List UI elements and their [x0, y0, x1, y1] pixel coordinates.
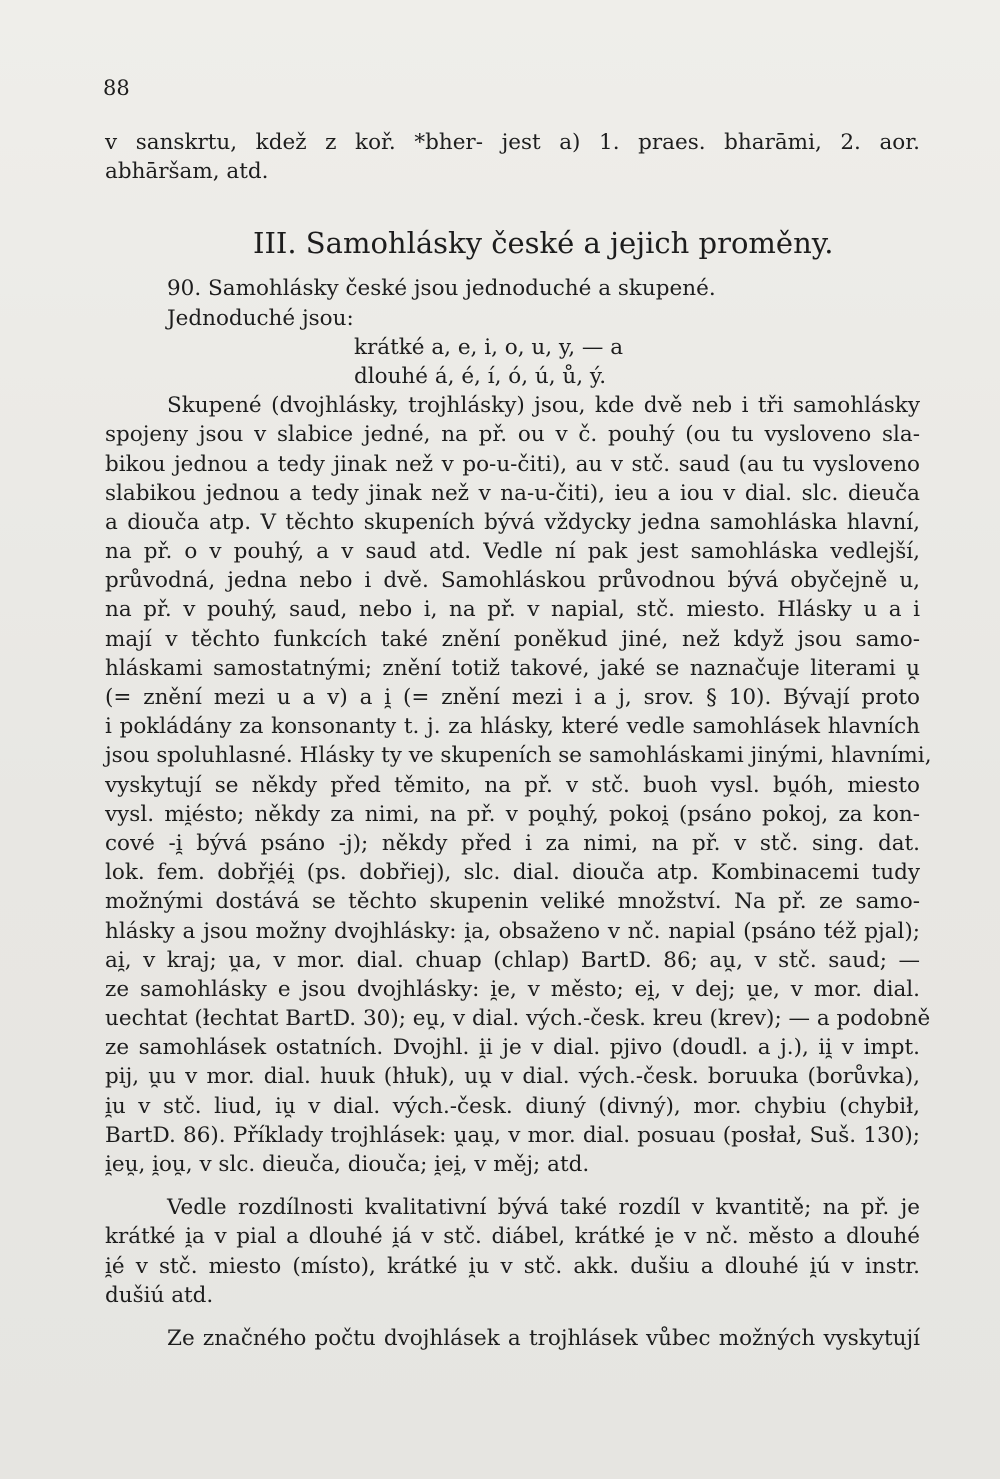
text-line: slabikou jednou a tedy jinak než v na-u-čiti), ieu a iou v dial. slc. dieuča — [105, 480, 920, 506]
intro-paragraph — [105, 128, 920, 186]
text-line: Jednoduché jsou: — [167, 305, 354, 331]
page-number: 88 — [103, 76, 130, 100]
text-line: dušiú atd. — [105, 1282, 214, 1308]
text-line: vysl. mi̯ésto; někdy za nimi, na př. v pou̯hý, pokoi̯ (psáno pokoj, za kon- — [105, 801, 920, 827]
text-line: lok. fem. dobři̯éi̯ (ps. dobřiej), slc. dial. diouča atp. Kombinacemi tudy — [105, 860, 920, 886]
section-90 — [105, 274, 920, 391]
text-line: hlásky a jsou možny dvojhlásky: i̯a, obsaženo v nč. napial (psáno též pjal); — [105, 918, 920, 944]
paragraph — [105, 1324, 920, 1353]
text-line: abhāršam, atd. — [105, 159, 269, 185]
text-line: mají v těchto funkcích také znění poněkud jiné, než když jsou samo- — [105, 626, 920, 652]
paragraph — [105, 391, 932, 1179]
paragraph — [105, 1193, 920, 1310]
text-line: i pokládány za konsonanty t. j. za hlásky, které vedle samohlásek hlavních — [105, 714, 920, 740]
text-line: hláskami samostatnými; znění totiž takové, jaké se naznačuje literami u̯ — [105, 655, 920, 681]
text-line: (= znění mezi u a v) a i̯ (= znění mezi i a j, srov. § 10). Bývají proto — [105, 685, 920, 710]
text-line: vyskytují se někdy před těmito, na př. v stč. buoh vysl. bu̯óh, miesto — [105, 772, 920, 798]
text-line: cové -i̯ bývá psáno -j); někdy před i za nimi, na př. v stč. sing. dat. — [105, 830, 920, 856]
text-line: BartD. 86). Příklady trojhlásek: u̯au̯, v mor. dial. posuau (posłał, Suš. 130); — [105, 1122, 920, 1148]
text-line: i̯u v stč. liud, iu̯ v dial. vých.-česk. diuný (divný), mor. chybiu (chybił, — [105, 1093, 920, 1119]
text-line: bikou jednou a tedy jinak než v po-u-čiti), au v stč. saud (au tu vysloveno — [105, 451, 920, 477]
chapter-heading: III. Samohlásky české a jejich proměny. — [253, 226, 834, 261]
section-title: 90. Samohlásky české jsou jednoduché a skupené. — [167, 276, 716, 302]
text-line: na př. o v pouhý, a v saud atd. Vedle ní pak jest samohláska vedlejší, — [105, 539, 920, 565]
text-line: i̯eu̯, i̯ou̯, v slc. dieuča, diouča; i̯ei̯, v měj; atd. — [105, 1152, 590, 1177]
text-line: i̯é v stč. miesto (místo), krátké i̯u v stč. akk. dušiu a dlouhé i̯ú v instr. — [105, 1253, 920, 1279]
text-line: v sanskrtu, kdež z koř. *bher- jest a) 1. praes. bharāmi, 2. aor. — [105, 130, 920, 155]
text-line: uechtat (łechtat BartD. 30); eu̯, v dial. vých.-česk. kreu (krev); — a podobně — [105, 1006, 931, 1032]
text-line: spojeny jsou v slabice jedné, na př. ou v č. pouhý (ou tu vysloveno sla- — [105, 422, 920, 448]
text-line: Ze značného počtu dvojhlásek a trojhlásek vůbec možných vyskytují — [167, 1325, 920, 1351]
text-line: Vedle rozdílnosti kvalitativní bývá také rozdíl v kvantitě; na př. je — [167, 1195, 920, 1221]
page-text — [105, 128, 932, 1353]
vowel-list-long: dlouhé á, é, í, ó, ú, ů, ý. — [354, 363, 607, 389]
text-line: Skupené (dvojhlásky, trojhlásky) jsou, kde dvě neb i tři samohlásky — [167, 393, 920, 419]
text-line: ze samohlásky e jsou dvojhlásky: i̯e, v město; ei̯, v dej; u̯e, v mor. dial. — [105, 976, 920, 1002]
text-line: průvodná, jedna nebo i dvě. Samohláskou průvodnou bývá obyčejně u, — [105, 568, 920, 594]
text-line: a diouča atp. V těchto skupeních bývá vždycky jedna samohláska hlavní, — [105, 509, 920, 535]
text-line: ai̯, v kraj; u̯a, v mor. dial. chuap (chlap) BartD. 86; au̯, v stč. saud; — — [105, 947, 920, 973]
text-line: možnými dostává se těchto skupenin veliké množství. Na př. ze samo- — [105, 889, 920, 915]
text-line: ze samohlásek ostatních. Dvojhl. i̯i je v dial. pjivo (doudl. a j.), ii̯ v impt. — [105, 1035, 920, 1061]
text-line: pij, u̯u v mor. dial. huuk (hłuk), uu̯ v dial. vých.-česk. boruuka (borůvka), — [105, 1064, 920, 1090]
text-line: jsou spoluhlasné. Hlásky ty ve skupeních se samohláskami jinými, hlavními, — [105, 743, 932, 769]
text-line: krátké i̯a v pial a dlouhé i̯á v stč. diábel, krátké i̯e v nč. město a dlouhé — [105, 1224, 920, 1250]
vowel-list-short: krátké a, e, i, o, u, y, — a — [354, 334, 624, 360]
text-line: na př. v pouhý, saud, nebo i, na př. v napial, stč. miesto. Hlásky u a i — [105, 597, 920, 623]
